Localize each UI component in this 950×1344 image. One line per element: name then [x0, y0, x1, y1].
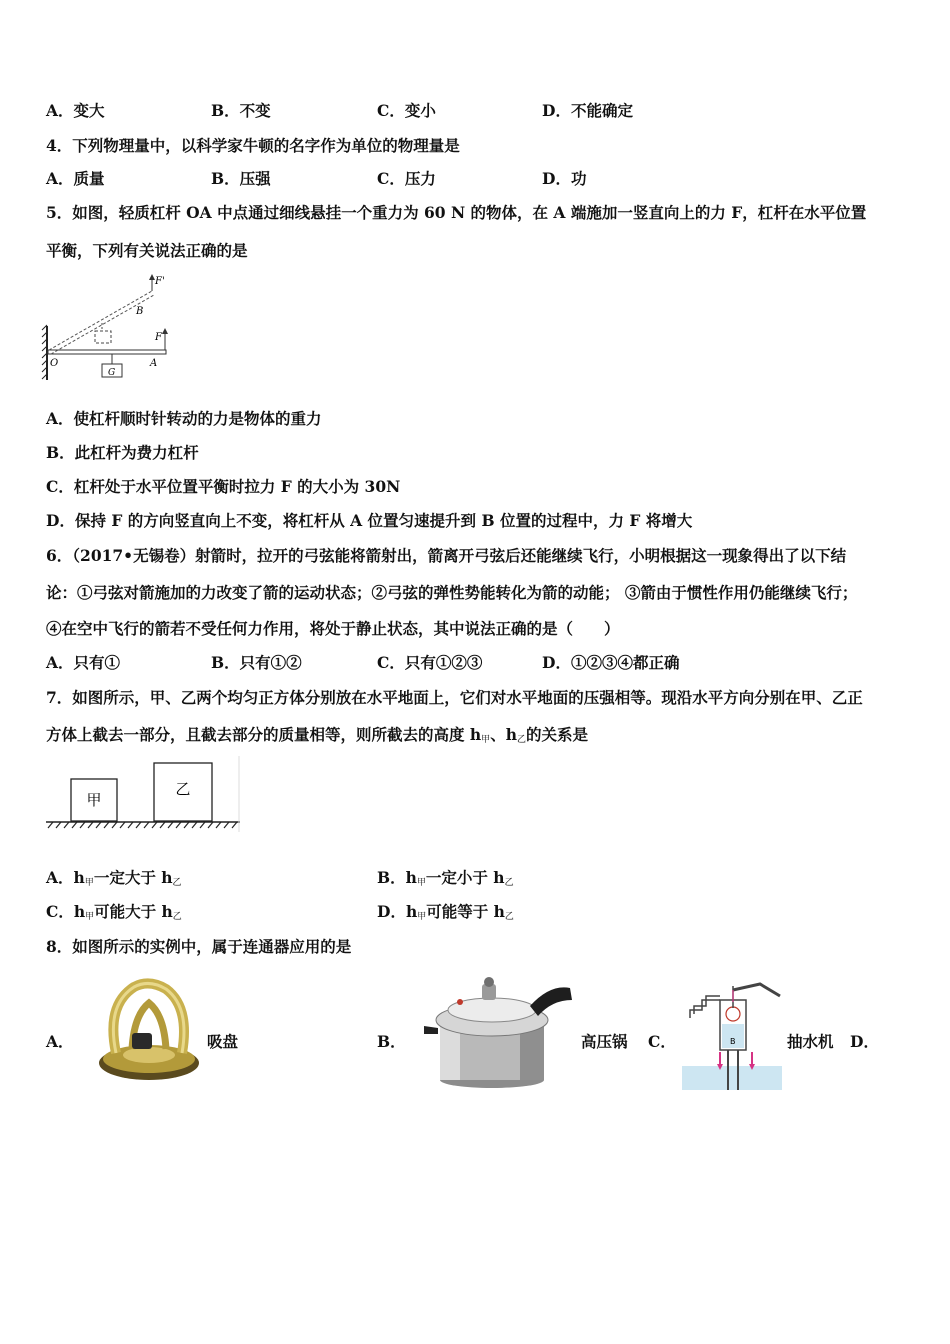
q6-option-d: D．①②③④都正确 — [542, 653, 680, 672]
q4-option-a: A．质量 — [46, 169, 105, 188]
cube-jia-label: 甲 — [86, 791, 102, 809]
q6-option-a: A．只有① — [46, 653, 121, 672]
q5-option-b: B．此杠杆为费力杠杆 — [46, 443, 199, 462]
water-pump-image — [680, 982, 784, 1090]
q4-option-d: D．功 — [542, 169, 587, 188]
lever-inclined-top — [49, 291, 152, 350]
label-a: A — [150, 358, 158, 369]
q6-stem-line3: ④在空中飞行的箭若不受任何力作用，将处于静止状态，其中说法正确的是（ ） — [46, 619, 620, 638]
q8-option-d-letter: D． — [850, 1032, 879, 1051]
q3-option-a: A．变大 — [46, 101, 105, 120]
q8-option-a-letter: A． — [46, 1032, 74, 1051]
q7-stem-line1: 7．如图所示，甲、乙两个均匀正方体分别放在水平地面上，它们对水平地面的压强相等。现沿水平方向分别在甲、乙正 — [46, 688, 863, 707]
lever-figure — [40, 268, 180, 383]
q4-stem: 4．下列物理量中，以科学家牛顿的名字作为单位的物理量是 — [46, 136, 460, 155]
q8-option-c-label: 抽水机 — [787, 1032, 834, 1051]
q7-option-b: B．$h_甲$一定小于 $h_乙$ — [377, 868, 514, 888]
q6-option-c: C．只有①②③ — [377, 653, 483, 672]
q6-stem-line1: 6．（2017•无锡卷）射箭时，拉开的弓弦能将箭射出，箭离开弓弦后还能继续飞行，小明根据这一现象得出了以下结 — [46, 546, 847, 565]
ground-hatching — [48, 822, 237, 828]
pressure-cooker-image — [420, 970, 575, 1090]
lever-bar — [48, 350, 166, 354]
q8-stem: 8．如图所示的实例中，属于连通器应用的是 — [46, 937, 352, 956]
q6-option-b: B．只有①② — [211, 653, 302, 672]
q8-option-b-label: 高压锅 — [581, 1032, 628, 1051]
q5-option-c: C．杠杆处于水平位置平衡时拉力 F 的大小为 30N — [46, 477, 401, 496]
label-f: F — [155, 332, 162, 343]
suction-cup-image — [94, 975, 204, 1085]
label-b: B — [136, 306, 144, 317]
dashed-weight — [95, 331, 111, 343]
pump-label-b: B — [730, 1037, 736, 1046]
q4-option-c: C．压力 — [377, 169, 436, 188]
q7-option-c: C．$h_甲$可能大于 $h_乙$ — [46, 902, 182, 922]
q3-option-b: B．不变 — [211, 101, 271, 120]
q5-option-d: D．保持 F 的方向竖直向上不变，将杠杆从 A 位置匀速提升到 B 位置的过程中，力 F 将增大 — [46, 511, 693, 530]
cube-yi-label: 乙 — [175, 780, 191, 798]
label-f-prime: F' — [155, 276, 165, 287]
q5-option-a: A．使杠杆顺时针转动的力是物体的重力 — [46, 409, 322, 428]
q4-option-b: B．压强 — [211, 169, 271, 188]
q7-stem-line2: 方体上截去一部分，且截去部分的质量相等，则所截去的高度 $h_甲$、$h_乙$的关系是 — [46, 725, 588, 745]
q7-option-a: A．$h_甲$一定大于 $h_乙$ — [46, 868, 182, 888]
cubes-figure — [44, 756, 244, 834]
q3-option-d: D．不能确定 — [542, 101, 633, 120]
q8-option-a-label: 吸盘 — [207, 1032, 239, 1051]
label-g: G — [108, 368, 116, 378]
label-o: O — [50, 358, 59, 369]
q5-stem-line1: 5．如图，轻质杠杆 OA 中点通过细线悬挂一个重力为 60 N 的物体，在 A 端施加一竖直向上的力 F，杠杆在水平位置 — [46, 203, 867, 222]
q7-option-d: D．$h_甲$可能等于 $h_乙$ — [377, 902, 514, 922]
q3-option-c: C．变小 — [377, 101, 436, 120]
q5-stem-line2: 平衡，下列有关说法正确的是 — [46, 241, 248, 260]
q8-option-b-letter: B． — [377, 1032, 406, 1051]
q6-stem-line2: 论：①弓弦对箭施加的力改变了箭的运动状态；②弓弦的弹性势能转化为箭的动能； ③箭由于惯性作用仍能继续飞行； — [46, 583, 858, 602]
q8-option-c-letter: C． — [648, 1032, 676, 1051]
